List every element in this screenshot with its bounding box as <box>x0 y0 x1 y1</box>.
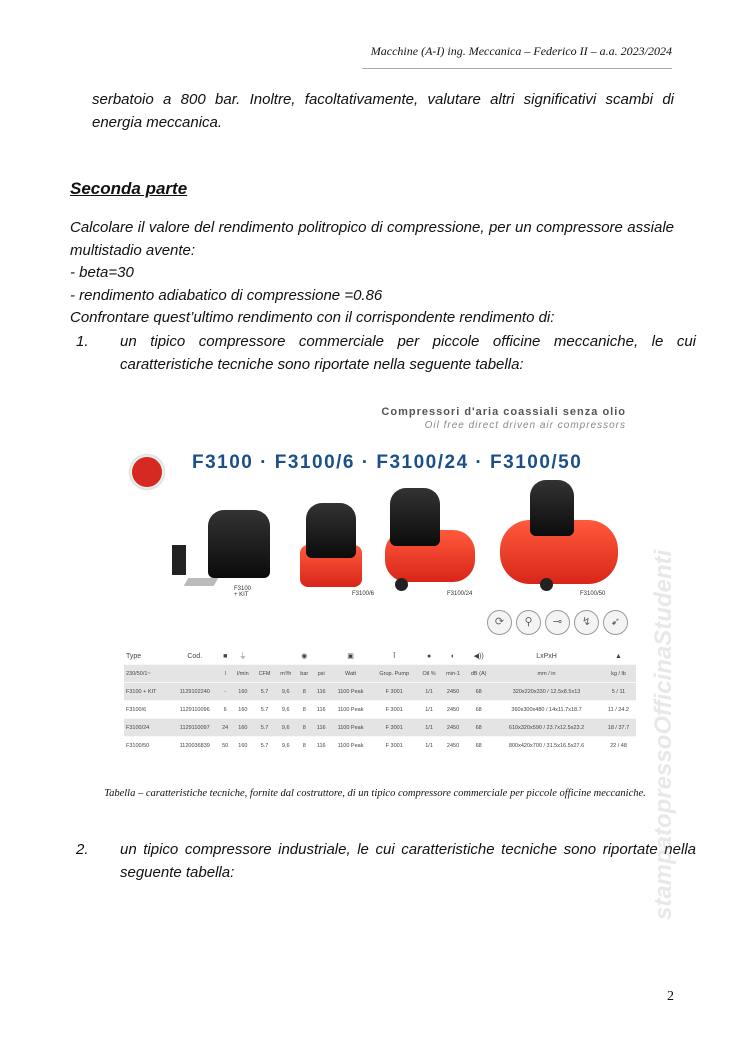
table-cell: 116 <box>312 719 330 737</box>
table-cell: Watt <box>330 665 371 683</box>
figure-title-en: Oil free direct driven air compressors <box>424 420 626 431</box>
page-number: 2 <box>667 989 674 1004</box>
table-cell: 116 <box>312 683 330 701</box>
table-cell: 800x420x700 / 31.5x16.5x27.6 <box>492 737 601 755</box>
table-cell: Type <box>126 652 142 660</box>
table-cell: m³/h <box>275 665 296 683</box>
table-cell: 160 <box>232 683 253 701</box>
table-cell: 2450 <box>441 701 465 719</box>
running-header: Macchine (A-I) ing. Meccanica – Federico II – a.a. 2023/2024 <box>370 44 672 58</box>
table-cell: 116 <box>312 737 330 755</box>
table-row <box>124 719 636 737</box>
list-number: 2. <box>76 841 89 858</box>
table-cell: 50 <box>218 737 232 755</box>
table-cell: 18 / 37.7 <box>601 719 636 737</box>
table-cell: 1/1 <box>417 737 441 755</box>
table-cell: 68 <box>465 683 492 701</box>
compressor-figure <box>120 400 640 775</box>
spray-gun-icon: ⚲ <box>516 610 541 635</box>
table-cell <box>171 665 218 683</box>
table-cell: dB (A) <box>465 665 492 683</box>
list-text: un tipico compressore industriale, le cui caratteristiche tecniche sono riportate nella seguente tabella: <box>120 841 696 881</box>
models-title: F3100 · F3100/6 · F3100/24 · F3100/50 <box>192 452 583 473</box>
header-rule <box>362 68 672 69</box>
table-cell: l/min <box>232 665 253 683</box>
table-cell: 24 <box>218 719 232 737</box>
table-cell: ◐ <box>450 652 456 660</box>
table-cell: F3100 + KIT <box>124 683 171 701</box>
intro-paragraph: serbatoio a 800 bar. Inoltre, facoltativamente, valutare altri significativi scambi di energia meccanica. <box>92 91 674 131</box>
table-cell: 68 <box>465 719 492 737</box>
product-label: F3100/6 <box>352 591 375 597</box>
body-line: Confrontare quest’ultimo rendimento con il corrispondente rendimento di: <box>70 309 555 326</box>
table-cell: 160 <box>232 701 253 719</box>
table-cell: 5.7 <box>254 737 276 755</box>
table-cell: min-1 <box>441 665 465 683</box>
table-cell: 1129110097 <box>171 719 218 737</box>
table-cell: 1/1 <box>417 683 441 701</box>
table-cell: 8 <box>296 719 312 737</box>
table-cell: F3100/24 <box>124 719 171 737</box>
table-cell: 5.7 <box>254 701 276 719</box>
table-cell: 9,6 <box>275 737 296 755</box>
blow-gun-icon: ➹ <box>603 610 628 635</box>
table-cell: ⏚ <box>239 653 247 660</box>
table-cell: Ī <box>393 652 396 660</box>
table-cell: 5.7 <box>254 719 276 737</box>
table-caption: Tabella – caratteristiche tecniche, fornite dal costruttore, di un tipico compressore commerciale per piccole officine meccaniche. <box>104 788 646 799</box>
table-cell: 8 <box>296 737 312 755</box>
table-cell: 1120036839 <box>171 737 218 755</box>
table-cell <box>275 648 296 665</box>
table-cell: 160 <box>232 737 253 755</box>
table-units-row <box>124 665 636 683</box>
table-cell: mm / in <box>492 665 601 683</box>
table-cell: ◀)) <box>473 653 484 660</box>
wash-gun-icon: ⊸ <box>545 610 570 635</box>
table-cell: F3100/50 <box>124 737 171 755</box>
table-cell: - <box>218 683 232 701</box>
table-cell: 160 <box>232 719 253 737</box>
list-item-1 <box>76 331 696 376</box>
table-cell: 1129110096 <box>171 701 218 719</box>
table-cell: F3100/6 <box>124 701 171 719</box>
table-cell: CFM <box>254 665 276 683</box>
table-cell: ● <box>426 652 432 660</box>
table-row <box>124 701 636 719</box>
body-line: Calcolare il valore del rendimento politropico di compressione, per un compressore assiale multistadio avente: <box>70 219 674 259</box>
list-number: 1. <box>76 333 89 350</box>
table-cell: F 3001 <box>371 737 417 755</box>
body-line: - rendimento adiabatico di compressione =0.86 <box>70 286 383 304</box>
table-cell: Grup. Pump <box>371 665 417 683</box>
table-cell: 11 / 24.2 <box>601 701 636 719</box>
table-cell: 5.7 <box>254 683 276 701</box>
section-title: Seconda parte <box>70 179 188 198</box>
table-row <box>124 737 636 755</box>
product-label: F3100/50 <box>580 591 606 597</box>
table-cell: F 3001 <box>371 701 417 719</box>
table-cell: 116 <box>312 701 330 719</box>
table-cell: l <box>218 665 232 683</box>
table-cell: 8 <box>296 701 312 719</box>
table-cell: Cod. <box>187 652 203 660</box>
brand-badge-icon <box>130 455 164 489</box>
table-cell: 22 / 48 <box>601 737 636 755</box>
table-cell: 610x320x590 / 23.7x12.5x23.2 <box>492 719 601 737</box>
table-cell: 1100 Peak <box>330 719 371 737</box>
table-cell: 2450 <box>441 737 465 755</box>
product-label: F3100/24 <box>447 591 473 597</box>
table-cell: 2450 <box>441 719 465 737</box>
table-cell: 1129102240 <box>171 683 218 701</box>
table-cell: ▲ <box>615 652 622 660</box>
table-cell: 1/1 <box>417 701 441 719</box>
table-cell: kg / lb <box>601 665 636 683</box>
table-cell: 1/1 <box>417 719 441 737</box>
table-cell: Oil % <box>417 665 441 683</box>
list-item-2 <box>76 839 696 884</box>
table-cell: ▣ <box>347 653 354 660</box>
table-cell: ■ <box>223 652 228 660</box>
accessory-icons <box>487 610 628 635</box>
table-cell: 68 <box>465 737 492 755</box>
table-cell: 8 <box>296 683 312 701</box>
table-cell: 9,6 <box>275 719 296 737</box>
product-label: F3100 + KIT <box>234 586 252 598</box>
table-cell: LxPxH <box>536 652 557 660</box>
table-cell: 9,6 <box>275 701 296 719</box>
table-cell <box>254 648 276 665</box>
table-cell: 360x300x480 / 14x11.7x18.7 <box>492 701 601 719</box>
table-cell: psi <box>312 665 330 683</box>
table-cell: 68 <box>465 701 492 719</box>
table-cell: 1100 Peak <box>330 737 371 755</box>
table-cell: F 3001 <box>371 683 417 701</box>
table-cell: 2450 <box>441 683 465 701</box>
body-line: - beta=30 <box>70 264 134 281</box>
spec-table <box>124 648 636 754</box>
table-header-row <box>124 648 636 665</box>
table-cell: ◉ <box>301 653 308 660</box>
body-text <box>70 217 674 330</box>
table-cell: 5 / 11 <box>601 683 636 701</box>
tire-inflator-icon: ↯ <box>574 610 599 635</box>
table-cell: 9,6 <box>275 683 296 701</box>
table-row <box>124 683 636 701</box>
list-text: un tipico compressore commerciale per piccole officine meccaniche, le cui caratteristiche tecniche sono riportate nella seguente tabella: <box>120 333 696 373</box>
table-cell: 1100 Peak <box>330 683 371 701</box>
table-cell: 320x220x330 / 12.5x8.5x13 <box>492 683 601 701</box>
table-cell: bar <box>296 665 312 683</box>
table-cell: 1100 Peak <box>330 701 371 719</box>
table-cell: 230/50/1~ <box>124 665 171 683</box>
table-cell: F 3001 <box>371 719 417 737</box>
table-cell <box>312 648 330 665</box>
hose-icon: ⟳ <box>487 610 512 635</box>
watermark: stampatopressoOfficinaStudenti <box>650 549 677 920</box>
figure-title-it: Compressori d'aria coassiali senza olio <box>381 406 626 418</box>
table-cell: 6 <box>218 701 232 719</box>
